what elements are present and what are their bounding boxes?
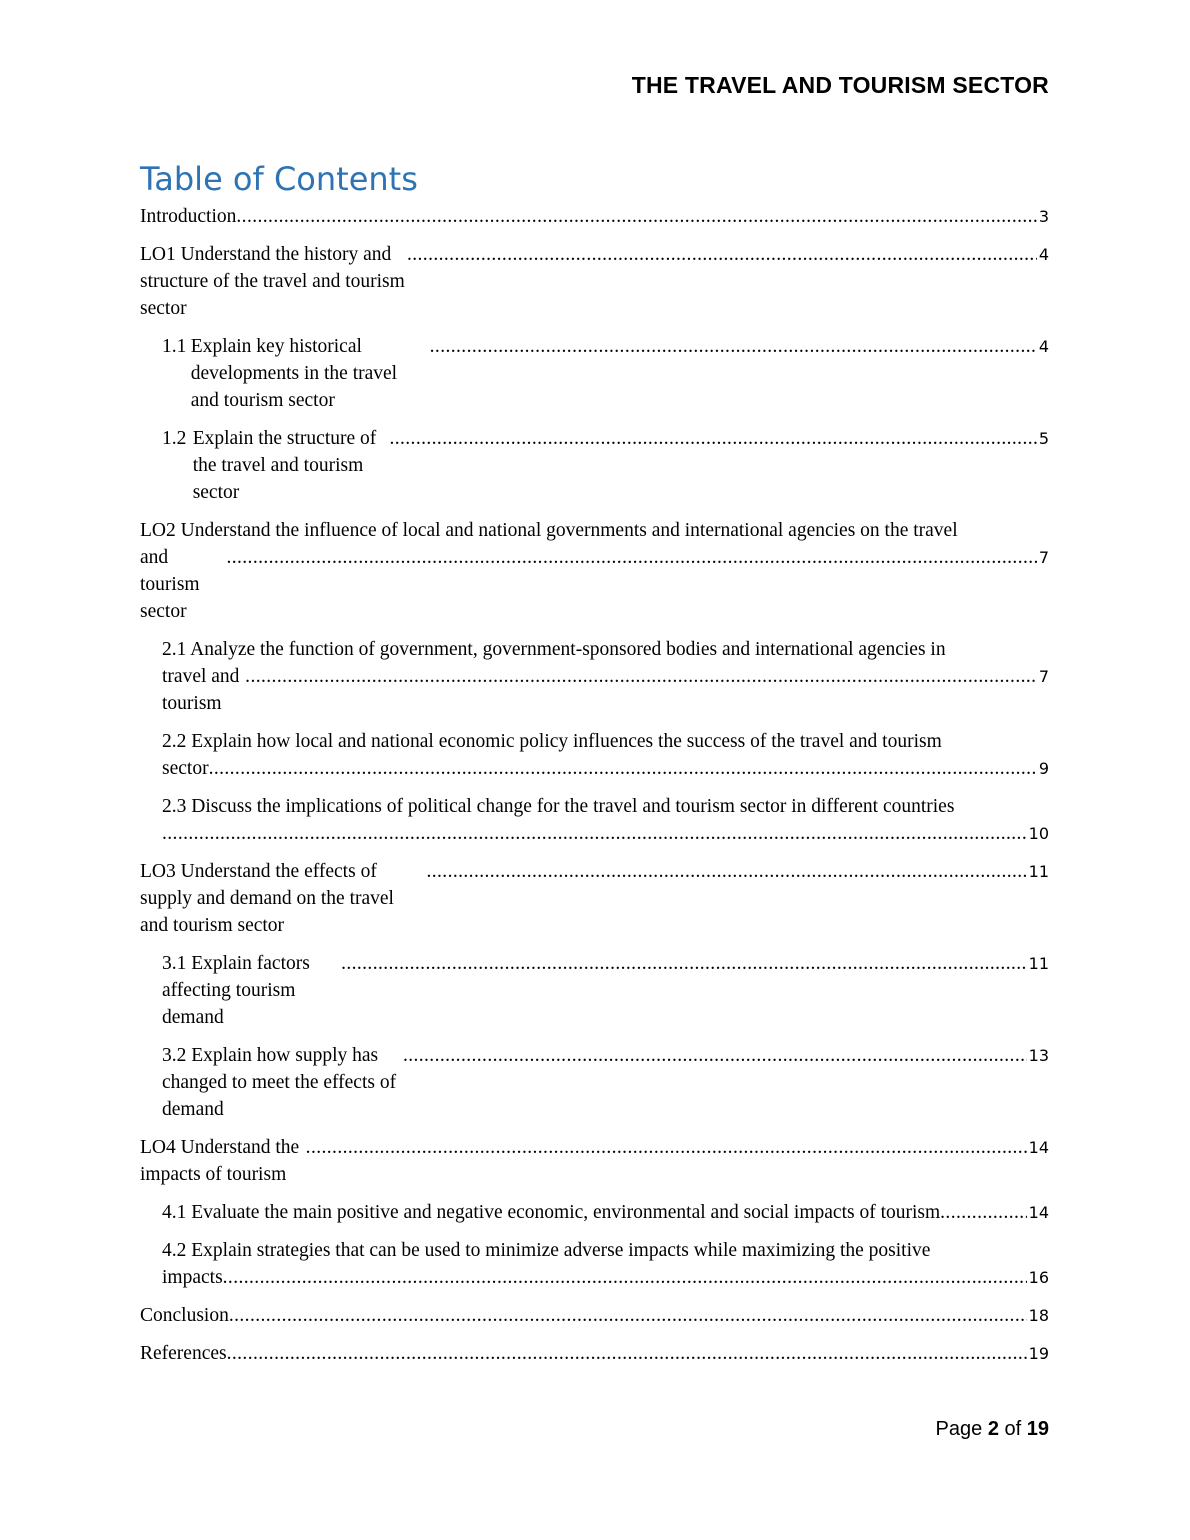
page-footer (936, 1418, 1049, 1441)
dot-leader (389, 425, 1036, 452)
dot-leader (245, 663, 1037, 690)
toc-page-number: 10 (1028, 824, 1049, 843)
toc-page-number: 19 (1028, 1344, 1049, 1363)
table-of-contents (140, 203, 1049, 1378)
toc-heading: Table of Contents (140, 160, 418, 198)
running-header: THE TRAVEL AND TOURISM SECTOR (631, 72, 1049, 98)
toc-entry-number: 1.1 (162, 336, 187, 357)
toc-entry-2-1[interactable] (140, 636, 1049, 717)
toc-entry-text: Explain key historical developments in the travel and tourism sector (190, 336, 398, 411)
toc-entry-conclusion[interactable] (140, 1302, 1049, 1329)
dot-leader (209, 755, 1037, 782)
dot-leader (227, 1340, 1027, 1367)
toc-entry-text: LO1 Understand the history and structure of the travel and tourism sector (140, 244, 405, 319)
toc-entry-3-1[interactable] (140, 950, 1049, 1031)
toc-page-number: 7 (1038, 667, 1049, 686)
toc-entry-2-3[interactable] (140, 793, 1049, 847)
toc-entry-text: 3.1 Explain factors affecting tourism demand (162, 953, 310, 1028)
toc-entry-2-2[interactable] (140, 728, 1049, 782)
toc-entry-text: LO3 Understand the effects of supply and demand on the travel and tourism sector (140, 861, 394, 936)
toc-page-number: 4 (1038, 337, 1049, 356)
toc-entry-text: References (140, 1343, 227, 1364)
toc-entry-text: 3.2 Explain how supply has changed to meet the effects of demand (162, 1045, 397, 1120)
toc-page-number: 5 (1038, 429, 1049, 448)
toc-page-number: 9 (1038, 759, 1049, 778)
toc-entry-number: 1.2 (162, 428, 187, 449)
page-label: Page (935, 1418, 983, 1440)
dot-leader (940, 1199, 1026, 1226)
toc-page-number: 11 (1028, 862, 1049, 881)
toc-entry-text: sector (162, 758, 209, 779)
toc-entry-text: Conclusion (140, 1305, 229, 1326)
current-page-number: 2 (987, 1418, 999, 1440)
toc-entry-lo4[interactable] (140, 1134, 1049, 1188)
toc-entry-text: impacts (162, 1267, 223, 1288)
dot-leader (236, 203, 1036, 230)
toc-entry-text: 4.1 Evaluate the main positive and negative economic, environmental and social impacts of tourism (162, 1202, 941, 1223)
toc-entry-text: Explain the structure of the travel and tourism sector (192, 428, 377, 503)
toc-entry-text-line1: 2.1 Analyze the function of government, government-sponsored bodies and international agencies in (162, 639, 946, 660)
toc-page-number: 14 (1028, 1138, 1049, 1157)
toc-entry-text-line1: 4.2 Explain strategies that can be used to minimize adverse impacts while maximizing the positive (162, 1240, 931, 1261)
dot-leader (407, 241, 1037, 268)
total-page-count: 19 (1026, 1418, 1049, 1440)
toc-page-number: 14 (1028, 1203, 1049, 1222)
dot-leader (226, 544, 1036, 571)
toc-page-number: 11 (1028, 954, 1049, 973)
toc-page-number: 3 (1038, 207, 1049, 226)
toc-page-number: 4 (1038, 245, 1049, 264)
toc-page-number: 18 (1028, 1306, 1049, 1325)
toc-entry-introduction[interactable] (140, 203, 1049, 230)
toc-entry-lo1[interactable] (140, 241, 1049, 322)
dot-leader (403, 1042, 1027, 1069)
toc-entry-text-line1: LO2 Understand the influence of local and national governments and international agencies on the travel (140, 520, 958, 541)
toc-entry-4-2[interactable] (140, 1237, 1049, 1291)
toc-entry-1-2[interactable] (140, 425, 1049, 506)
toc-entry-3-2[interactable] (140, 1042, 1049, 1123)
toc-page-number: 16 (1028, 1268, 1049, 1287)
toc-entry-text: LO4 Understand the impacts of tourism (140, 1137, 300, 1185)
toc-entry-text: and tourism sector (140, 547, 200, 622)
dot-leader (229, 1302, 1027, 1329)
toc-entry-4-1[interactable] (140, 1199, 1049, 1226)
dot-leader (426, 858, 1026, 885)
toc-entry-text: Introduction (140, 206, 237, 227)
dot-leader (341, 950, 1027, 977)
toc-entry-text-line1: 2.3 Discuss the implications of political change for the travel and tourism sector in different countries (162, 796, 955, 817)
toc-entry-text: travel and tourism (162, 666, 240, 714)
of-label: of (1004, 1418, 1022, 1440)
dot-leader (223, 1264, 1027, 1291)
toc-page-number: 7 (1038, 548, 1049, 567)
toc-page-number: 13 (1028, 1046, 1049, 1065)
toc-entry-lo2[interactable] (140, 517, 1049, 625)
dot-leader (430, 333, 1037, 360)
dot-leader (162, 820, 1027, 847)
toc-entry-text-line1: 2.2 Explain how local and national economic policy influences the success of the travel and tourism (162, 731, 942, 752)
toc-entry-1-1[interactable] (140, 333, 1049, 414)
toc-entry-references[interactable] (140, 1340, 1049, 1367)
dot-leader (306, 1134, 1027, 1161)
toc-entry-lo3[interactable] (140, 858, 1049, 939)
